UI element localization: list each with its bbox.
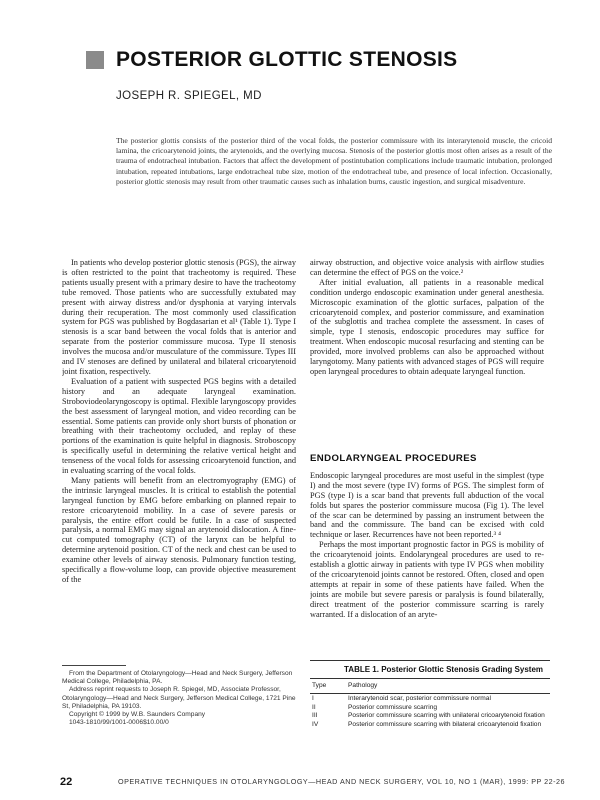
table-header-row bbox=[310, 679, 550, 694]
footnote-code: 1043-1810/99/1001-0006$10.00/0 bbox=[69, 719, 169, 727]
abstract: The posterior glottis consists of the posterior third of the vocal folds, the posterior commissure with its interarytenoid muscle, the cricoid lamina, the cricoarytenoid joints, the arytenoids, and the overlying mucosa. Stenosis of the posterior glottis most often arises as a result of the trauma of endotracheal intubation. Factors that affect the development of postintubation complications include traumatic intubation, prolonged intubation, repeated intubations, large endotracheal tube size, motion of the endotracheal tube, and presence of local infection. Occasionally, posterior glottic stenosis may result from other traumatic causes such as inhalation burns, caustic ingestion, and surgical misadventure. bbox=[116, 136, 552, 186]
table-row bbox=[310, 720, 550, 729]
footnote-affiliation: From the Department of Otolaryngology—Head and Neck Surgery, Jefferson Medical College, Philadelphia, PA. bbox=[62, 670, 293, 686]
body-paragraph: Evaluation of a patient with suspected PGS begins with a detailed history and an adequate laryngeal examination. Stroboviodeolaryngoscopy is optimal. Flexible laryngoscopy provides the best assessment of laryngeal motion, and video recording can be essential. Some patients can provide only short bursts of phonation or breathing with their tracheotomy occluded, and replay of these portions of the examination is quite helpful in diagnosis. Stroboscopy is specifically useful in determining the relative vertical height and tenseness of the vocal folds for assessing cricoarytenoid function, and in evaluating scarring of the vocal folds. bbox=[62, 376, 296, 476]
table-cell-type: I bbox=[312, 694, 314, 702]
endolaryngeal-section bbox=[310, 442, 544, 646]
body-paragraph: Endoscopic laryngeal procedures are most useful in the simplest (type I) and the most severe (type IV) forms of PGS. The simplest form of PGS (type I) is a scar band that prevents full abduction of the vocal folds but spares the posterior commissure mucosa (Fig 1). The level of the scar can be determined by passing an instrument between the band and the commissure. The band can be excised with cold technique or laser. Recurrences have not been reported.³ ⁴ bbox=[310, 470, 544, 540]
grading-table bbox=[310, 678, 550, 729]
table-header-pathology: Pathology bbox=[346, 679, 550, 694]
article-title: POSTERIOR GLOTTIC STENOSIS bbox=[116, 48, 458, 71]
footnote-reprint-address: Address reprint requests to Joseph R. Spiegel, MD, Associate Professor, Otolaryngology—Head and Neck Surgery, Jefferson Medical College, 1721 Pine St, Philadelphia, PA 19103. bbox=[62, 686, 296, 710]
table-cell-pathology: Posterior commissure scarring with unilateral cricoarytenoid fixation bbox=[348, 712, 545, 720]
table-cell-type: II bbox=[312, 703, 316, 711]
body-paragraph: After initial evaluation, all patients in a reasonable medical condition undergo endoscopic examination under general anesthesia. Microscopic examination of the glottic surfaces, palpation of the cricoarytenoid complex, and posterior commissure, and examination of the subglottis and trachea complete the assessment. In cases of simple, type I stenosis, endoscopic procedures may suffice for treatment. When endoscopic mucosal resurfacing and stenting can be provided, more involved problems can also be approached without laryngotomy. Many patients with advanced stages of PGS will require open laryngeal procedures to obtain adequate laryngeal function. bbox=[310, 277, 544, 376]
author-line: JOSEPH R. SPIEGEL, MD bbox=[116, 90, 262, 102]
table-row bbox=[310, 703, 550, 712]
table-1 bbox=[310, 660, 550, 729]
body-paragraph: airway obstruction, and objective voice analysis with airflow studies can determine the effect of PGS on the voice.² bbox=[310, 258, 544, 277]
body-paragraph: In patients who develop posterior glottic stenosis (PGS), the airway is often restricted to the point that tracheotomy is required. These patients usually present with a primary desire to have the tracheotomy tube removed. Those patients who are successfully extubated may present with airway distress and/or dysphonia at varying intervals during their recuperation. The most commonly used classification system for PGS was published by Bogdasarian et al¹ (Table 1). Type I stenosis is a scar band between the vocal folds that is anterior and separate from the posterior commissure mucosa. Type II stenosis involves the mucosa and/or musculature of the commissure. Types III and IV stenoses are defined by unilateral and bilateral cricoarytenoid joint fixation, respectively. bbox=[62, 258, 296, 376]
table-cell-type: IV bbox=[312, 721, 319, 729]
title-bar bbox=[86, 48, 458, 72]
footnotes bbox=[62, 670, 296, 727]
table-header-type: Type bbox=[310, 679, 346, 694]
table-cell-pathology: Posterior commissure scarring bbox=[348, 703, 438, 711]
left-column bbox=[62, 258, 296, 636]
right-column-top bbox=[310, 258, 544, 377]
section-heading: ENDOLARYNGEAL PROCEDURES bbox=[310, 453, 477, 464]
title-square-icon bbox=[86, 51, 104, 69]
body-paragraph: Perhaps the most important prognostic factor in PGS is mobility of the cricoarytenoid joints. Endolaryngeal procedures are used to re-establish a glottic airway in patients with type IV PGS when mobility of the cricoarytenoid joints cannot be restored. Often, closed and open attempts at repair in some of these patients have failed. When the joints are mobile but severe paresis or paralysis is found bilaterally, direct treatment of the posterior commissure scarring is rarely warranted. If a dislocation of an aryte- bbox=[310, 540, 544, 619]
footnote-copyright: Copyright © 1999 by W.B. Saunders Company bbox=[69, 711, 206, 719]
body-paragraph: Many patients will benefit from an electromyography (EMG) of the intrinsic laryngeal muscles. It is critical to establish the potential laryngeal function by EMG before embarking on planned repair to restore cricoarytenoid mobility. In a case of severe paresis or paralysis, the entire effort could be futile. In a case of suspected paralysis, a normal EMG may signal an arytenoid dislocation. A fine-cut computed tomography (CT) of the larynx can be helpful to determine arytenoid position. CT of the neck and chest can be used to examine other levels of airway stenosis. Pulmonary function testing, specifically a flow-volume loop, can provide objective measurement of the bbox=[62, 475, 296, 584]
page-number: 22 bbox=[60, 776, 73, 788]
table-cell-pathology: Interarytenoid scar, posterior commissure normal bbox=[348, 694, 491, 702]
page-footer bbox=[0, 776, 600, 788]
table-cell-type: III bbox=[312, 712, 318, 720]
footnote-divider bbox=[62, 665, 126, 666]
table-cell-pathology: Posterior commissure scarring with bilateral cricoarytenoid fixation bbox=[348, 721, 542, 729]
running-title: OPERATIVE TECHNIQUES IN OTOLARYNGOLOGY—HEAD AND NECK SURGERY, VOL 10, NO 1 (MAR), 1999: PP 22-26 bbox=[118, 777, 566, 786]
table-row bbox=[310, 693, 550, 702]
table-title: TABLE 1. Posterior Glottic Stenosis Grading System bbox=[344, 665, 544, 674]
table-row bbox=[310, 711, 550, 720]
